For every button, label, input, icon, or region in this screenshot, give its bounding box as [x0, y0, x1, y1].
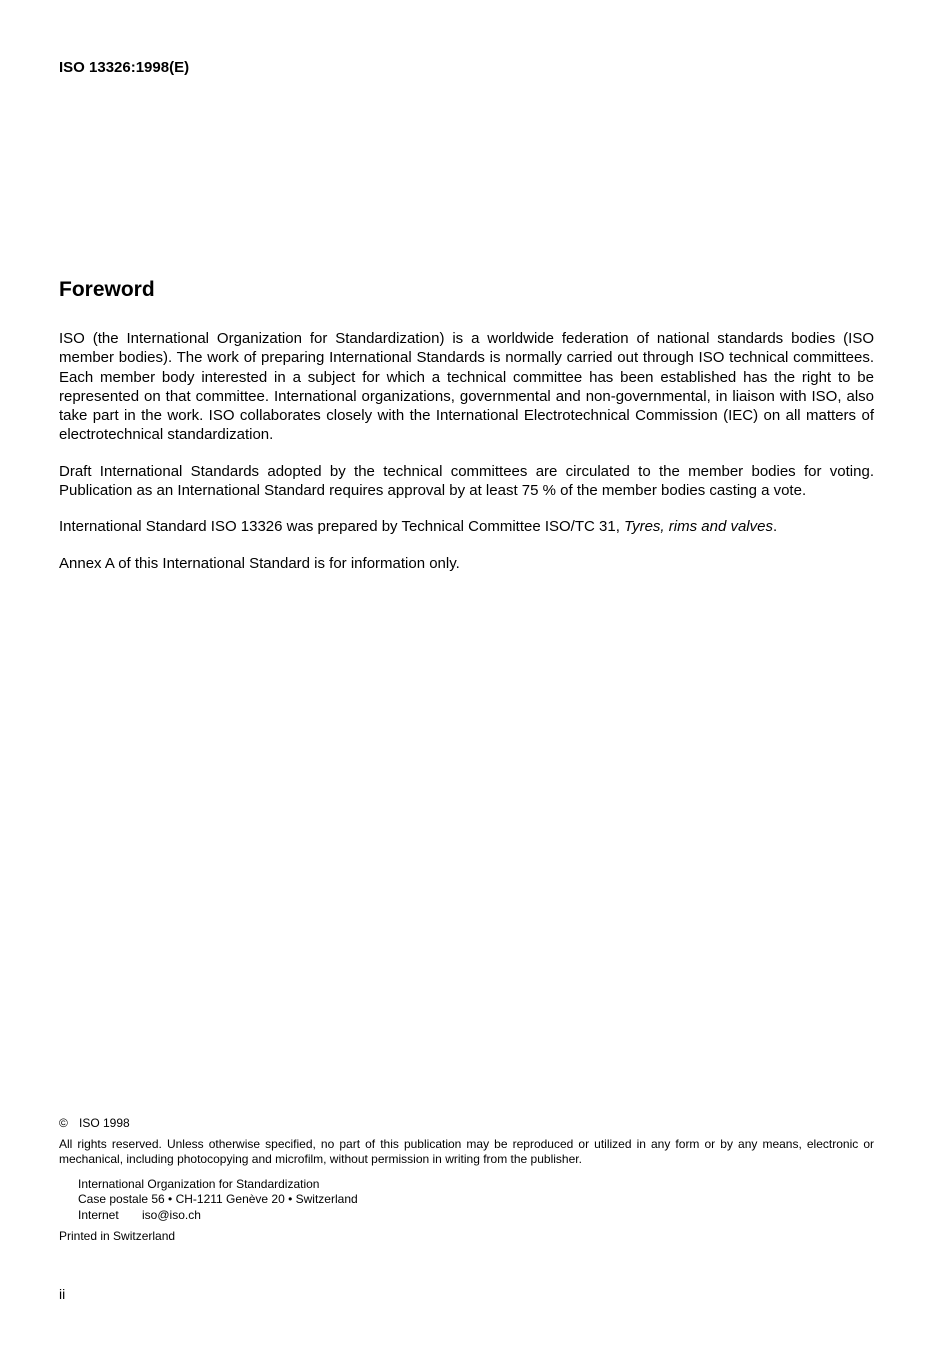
copyright-line — [59, 1116, 874, 1132]
page-title: Foreword — [59, 278, 155, 301]
foreword-paragraph-2: Draft International Standards adopted by the technical committees are circulated to the member bodies for voting. Publication as an International Standard requires approval by at least 75 % of the member bodies casting a vote. — [59, 462, 874, 500]
org-name: International Organization for Standardization — [78, 1176, 320, 1191]
foreword-paragraph-3 — [59, 517, 874, 536]
rights-statement: All rights reserved. Unless otherwise specified, no part of this publication may be reproduced or utilized in any form or by any means, electronic or mechanical, including photocopying and microfilm, without permission in writing from the publisher. — [59, 1136, 874, 1166]
committee-title-rims-valves: rims and valves — [668, 518, 773, 536]
printed-in: Printed in Switzerland — [59, 1229, 176, 1243]
foreword-body — [59, 329, 874, 590]
copyright-text: ISO 1998 — [79, 1116, 130, 1130]
publisher-address — [78, 1177, 874, 1224]
internet-line — [78, 1208, 874, 1224]
document-id: ISO 13326:1998(E) — [59, 59, 190, 76]
committee-title-tyres: Tyres — [624, 518, 661, 536]
paragraph-3-suffix: . — [772, 518, 778, 536]
foreword-paragraph-1: ISO (the International Organization for Standardization) is a worldwide federation of national standards bodies (ISO member bodies). The work of preparing International Standards is normally carried out through ISO technical committees. Each member body interested in a subject for which a technical committee has been established has the right to be represented on that committee. International organizations, governmental and non-governmental, in liaison with ISO, also take part in the work. ISO collaborates closely with the International Electrotechnical Commission (IEC) on all matters of electrotechnical standardization. — [59, 330, 874, 444]
copyright-footer — [59, 1116, 874, 1245]
page-number: ii — [59, 1286, 66, 1302]
copyright-icon: © — [59, 1116, 68, 1130]
internet-email: iso@iso.ch — [142, 1207, 201, 1222]
internet-label: Internet — [78, 1207, 119, 1222]
committee-title-comma: , — [660, 518, 669, 536]
org-postal-address: Case postale 56 • CH-1211 Genève 20 • Switzerland — [78, 1192, 358, 1206]
paragraph-3-prefix: International Standard ISO 13326 was prepared by Technical Committee ISO/TC 31, — [59, 518, 625, 536]
foreword-paragraph-4: Annex A of this International Standard is for information only. — [59, 554, 460, 572]
